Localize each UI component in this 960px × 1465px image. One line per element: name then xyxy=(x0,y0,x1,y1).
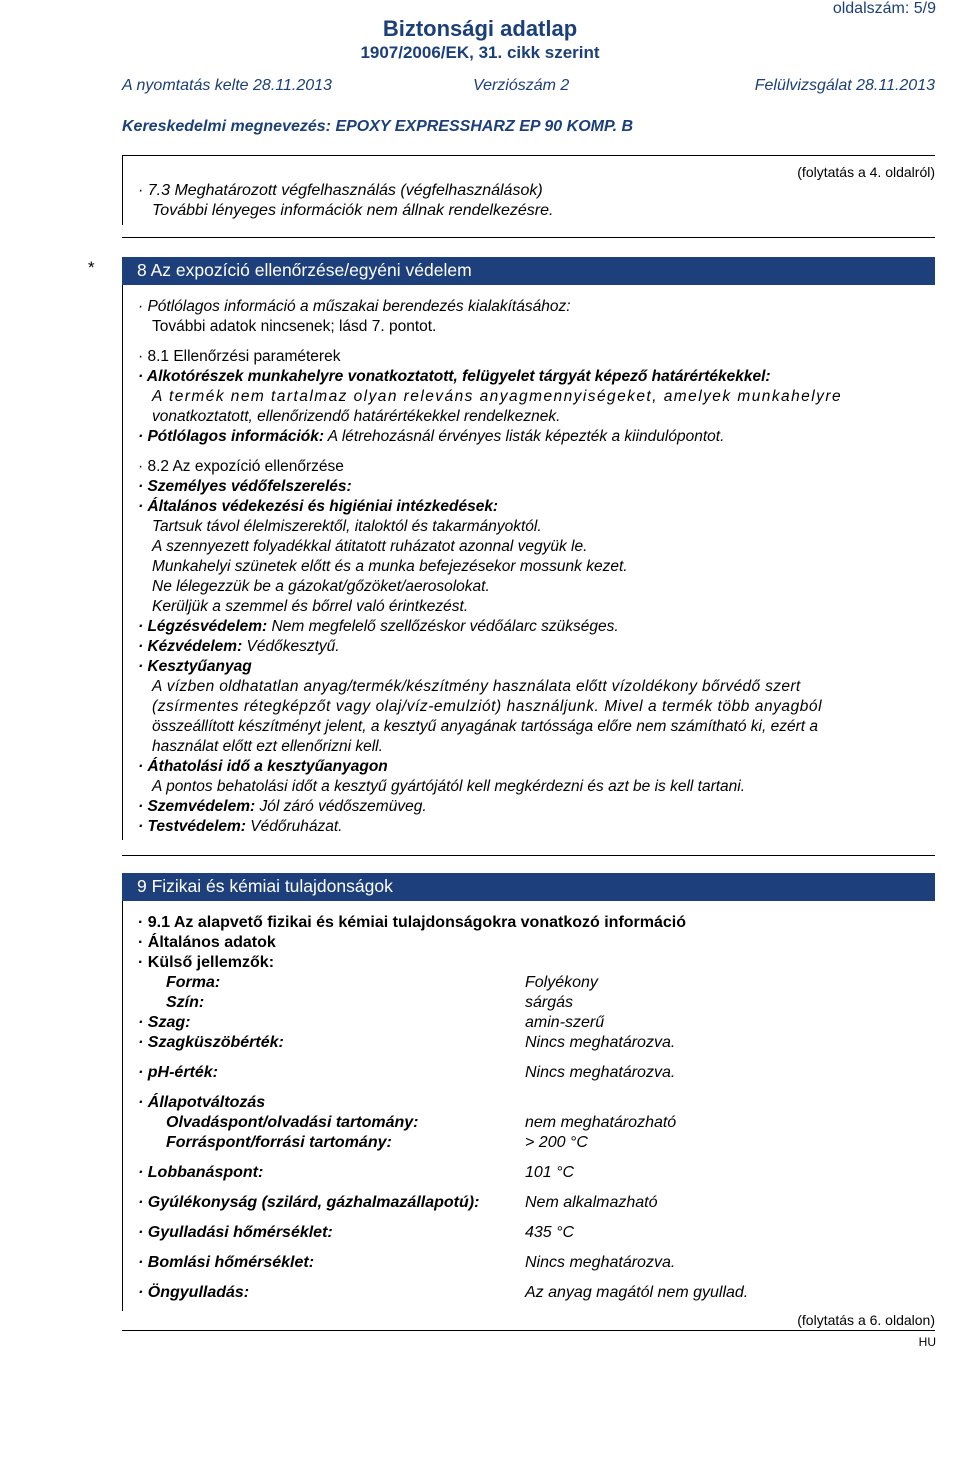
s8-2-heading: · 8.2 Az expozíció ellenőrzése xyxy=(138,458,344,475)
s9-boiling-label: Forráspont/forrási tartomány: xyxy=(166,1134,392,1151)
s8-2-hygiene-line-3: Munkahelyi szünetek előtt és a munka befejezésekor mossunk kezet. xyxy=(152,558,628,575)
s9-ignition-label: · Gyulladási hőmérséklet: xyxy=(138,1224,333,1241)
section-8-title-bar xyxy=(122,257,935,285)
document-title: Biztonsági adatlap xyxy=(382,16,578,41)
s9-boiling-value: > 200 °C xyxy=(525,1134,588,1151)
s8-2-glove-text-2: (zsírmentes rétegképzőt vagy olaj/víz-emulziót) használjunk. Mivel a termék több anyagból xyxy=(152,698,823,715)
header-divider xyxy=(122,155,935,156)
s9-form-label: Forma: xyxy=(166,974,221,991)
s9-self-ignition-value: Az anyag magától nem gyullad. xyxy=(525,1284,749,1301)
change-marker: * xyxy=(88,258,95,277)
s8-2-hand: · Kézvédelem: Védőkesztyű. xyxy=(138,638,340,655)
section-8-title: 8 Az expozíció ellenőrzése/egyéni védelem xyxy=(137,260,472,280)
revision-date: Felülvizsgálat 28.11.2013 xyxy=(754,77,935,94)
section-7-3-heading: · 7.3 Meghatározott végfelhasználás (végfelhasználások) xyxy=(138,182,543,199)
s8-2-penetration-heading: · Áthatolási idő a kesztyűanyagon xyxy=(138,758,388,775)
page-number: oldalszám: 5/9 xyxy=(832,0,936,17)
s9-general-heading: · Általános adatok xyxy=(138,934,276,951)
s8-2-ppe-heading: · Személyes védőfelszerelés: xyxy=(138,478,352,495)
section-9-title: 9 Fizikai és kémiai tulajdonságok xyxy=(137,876,393,896)
s8-2-penetration-text: A pontos behatolási időt a kesztyű gyártójától kell megkérdezni és azt be is kell tartani. xyxy=(152,778,746,795)
s9-appearance-heading: · Külső jellemzők: xyxy=(138,954,275,971)
s8-2-glove-text-3: összeállított készítményt jelent, a kesztyű anyagának tartóssága előre nem számítható ki, ezért a xyxy=(152,718,818,735)
s8-2-hygiene-line-1: Tartsuk távol élelmiszerektől, italoktól és takarmányoktól. xyxy=(152,518,542,535)
s9-decomposition-label: · Bomlási hőmérséklet: xyxy=(138,1254,315,1271)
s9-flash-point-value: 101 °C xyxy=(525,1164,575,1181)
continued-on: (folytatás a 6. oldalon) xyxy=(797,1312,935,1328)
s8-1-limits-text-1: A termék nem tartalmaz olyan releváns anyagmennyiségeket, amelyek munkahelyre xyxy=(152,388,843,405)
section-8-border xyxy=(122,285,123,840)
s9-colour-label: Szín: xyxy=(166,994,205,1011)
s8-2-hygiene-line-2: A szennyezett folyadékkal átitatott ruházatot azonnal vegyük le. xyxy=(152,538,588,555)
s8-2-hygiene-line-4: Ne lélegezzük be a gázokat/gőzöket/aerosolokat. xyxy=(152,578,490,595)
s9-flammability-value: Nem alkalmazható xyxy=(525,1194,658,1211)
s8-2-glove-text-4: használat előtt ezt ellenőrizni kell. xyxy=(152,738,383,755)
s9-odour-threshold-value: Nincs meghatározva. xyxy=(525,1034,676,1051)
s8-2-glove-text-1: A vízben oldhatatlan anyag/termék/készítmény használata előtt vízoldékony bőrvédő szert xyxy=(152,678,801,695)
trade-name: Kereskedelmi megnevezés: EPOXY EXPRESSHARZ EP 90 KOMP. B xyxy=(122,118,634,135)
s9-1-heading: · 9.1 Az alapvető fizikai és kémiai tulajdonságokra vonatkozó információ xyxy=(138,914,687,931)
s9-decomposition-value: Nincs meghatározva. xyxy=(525,1254,676,1271)
s9-melting-label: Olvadáspont/olvadási tartomány: xyxy=(166,1114,419,1131)
footer-divider xyxy=(122,1330,935,1331)
section-divider xyxy=(122,237,935,238)
s9-flash-point-label: · Lobbanáspont: xyxy=(138,1164,264,1181)
s8-2-hygiene-line-5: Kerüljük a szemmel és bőrrel való érintkezést. xyxy=(152,598,469,615)
section-7-3-text: További lényeges információk nem állnak rendelkezésre. xyxy=(152,202,554,219)
s9-odour-value: amin-szerű xyxy=(525,1014,605,1031)
s9-flammability-label: · Gyúlékonyság (szilárd, gázhalmazállapotú): xyxy=(138,1194,480,1211)
s9-ignition-value: 435 °C xyxy=(525,1224,575,1241)
s9-ph-value: Nincs meghatározva. xyxy=(525,1064,676,1081)
s9-state-change-label: · Állapotváltozás xyxy=(138,1094,266,1111)
s8-1-limits-heading: · Alkotórészek munkahelyre vonatkoztatott, felügyelet tárgyát képező határértékekkel: xyxy=(138,368,771,385)
version: Verziószám 2 xyxy=(473,77,570,94)
s8-2-respiratory: · Légzésvédelem: Nem megfelelő szellőzéskor védőálarc szükséges. xyxy=(138,618,619,635)
section-9-border xyxy=(122,901,123,1311)
s8-2-hygiene-heading: · Általános védekezési és higiéniai intézkedések: xyxy=(138,498,499,515)
s9-form-value: Folyékony xyxy=(525,974,598,991)
s8-1-heading: · 8.1 Ellenőrzési paraméterek xyxy=(138,348,341,365)
section-7-border xyxy=(122,155,123,225)
s9-colour-value: sárgás xyxy=(525,994,574,1011)
continued-from: (folytatás a 4. oldalról) xyxy=(797,164,935,180)
section-divider xyxy=(122,855,935,856)
s9-ph-label: · pH-érték: xyxy=(138,1064,219,1081)
s8-2-body: · Testvédelem: Védőruházat. xyxy=(138,818,343,835)
s8-technical-text: További adatok nincsenek; lásd 7. pontot. xyxy=(152,318,437,335)
s9-melting-value: nem meghatározható xyxy=(525,1114,677,1131)
document-subtitle: 1907/2006/EK, 31. cikk szerint xyxy=(360,43,600,62)
section-9-title-bar xyxy=(122,873,935,901)
print-date: A nyomtatás kelte 28.11.2013 xyxy=(122,77,332,94)
language-code: HU xyxy=(918,1335,936,1349)
s8-2-glove-material-heading: · Kesztyűanyag xyxy=(138,658,252,675)
s9-odour-threshold-label: · Szagküszöbérték: xyxy=(138,1034,284,1051)
s8-2-eye: · Szemvédelem: Jól záró védőszemüveg. xyxy=(138,798,427,815)
s8-1-additional: · Pótlólagos információk: A létrehozásnál érvényes listák képezték a kiindulópontot. xyxy=(138,428,725,445)
s8-1-limits-text-2: vonatkoztatott, ellenőrizendő határértékekkel rendelkeznek. xyxy=(152,408,561,425)
s9-self-ignition-label: · Öngyulladás: xyxy=(138,1284,250,1301)
s8-technical-heading: · Pótlólagos információ a műszakai berendezés kialakításához: xyxy=(138,298,571,315)
s9-odour-label: · Szag: xyxy=(138,1014,191,1031)
